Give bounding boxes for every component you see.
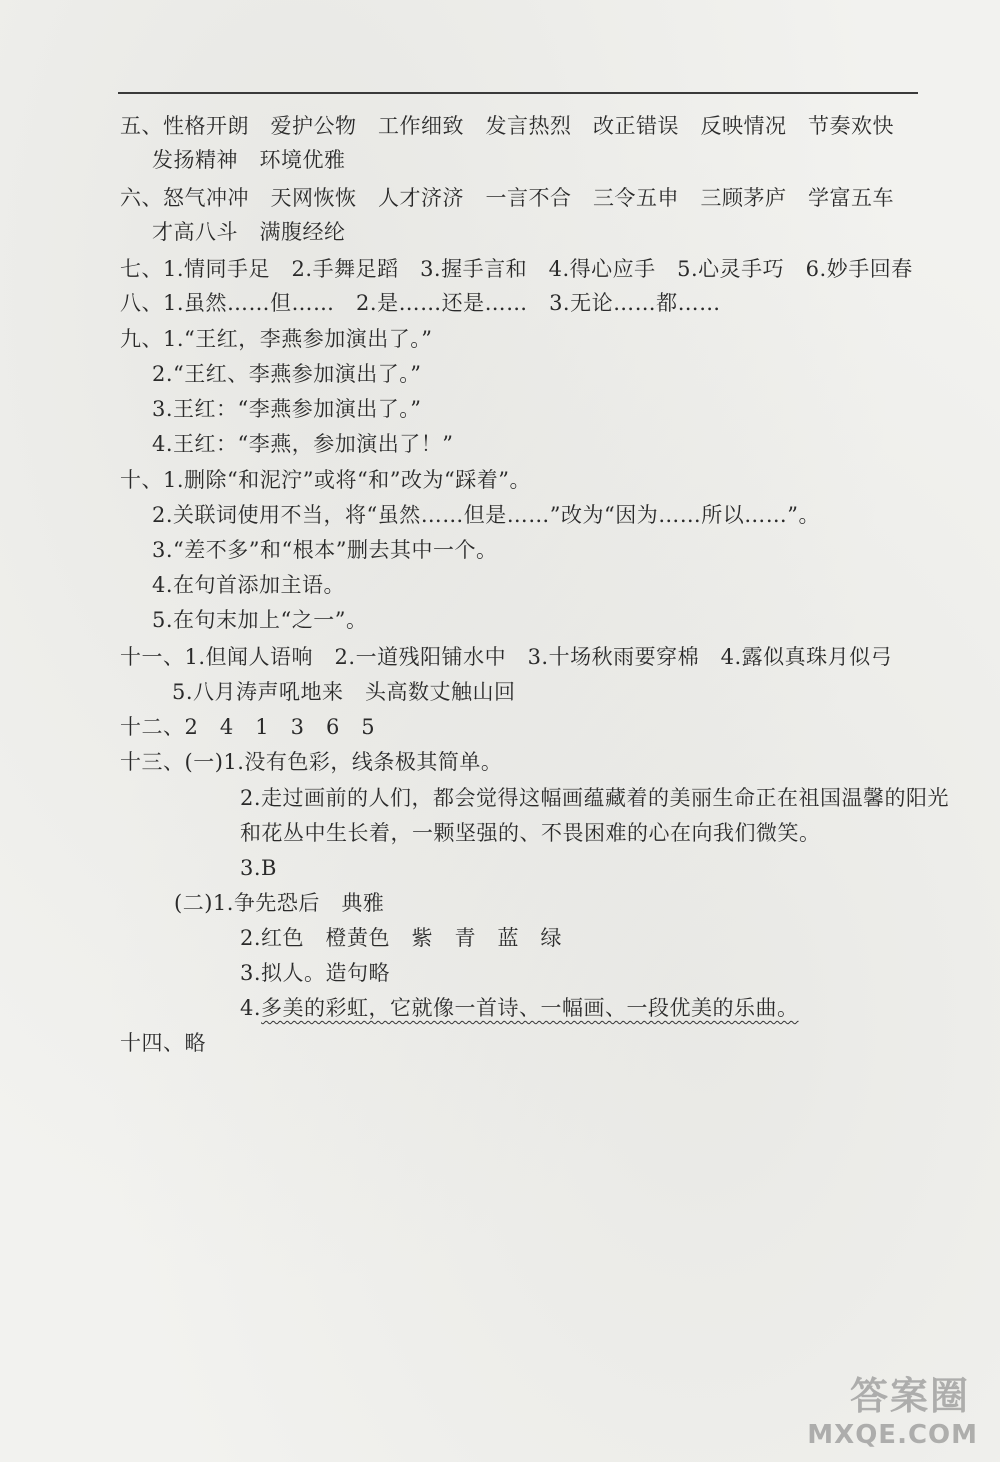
- header-rule: [118, 92, 918, 94]
- watermark-logo-text: 答案圈: [849, 1374, 970, 1418]
- answer-line-5: 五、性格开朗 爱护公物 工作细致 发言热烈 改正错误 反映情况 节奏欢快: [120, 114, 894, 138]
- wavy-underlined-sentence: 多美的彩虹，它就像一首诗、一幅画、一段优美的乐曲。: [261, 996, 799, 1020]
- answer-line-12: 十二、2 4 1 3 6 5: [120, 715, 376, 739]
- answer-line-9-1: 九、1.“王红，李燕参加演出了。”: [120, 327, 433, 351]
- answer-line-6-cont: 才高八斗 满腹经纶: [152, 220, 346, 244]
- answer-line-7: 七、1.情同手足 2.手舞足蹈 3.握手言和 4.得心应手 5.心灵手巧 6.妙手回春: [120, 257, 913, 281]
- answer-line-6: 六、怒气冲冲 天网恢恢 人才济济 一言不合 三令五申 三顾茅庐 学富五车: [120, 186, 894, 210]
- answer-line-10-3: 3.“差不多”和“根本”删去其中一个。: [152, 538, 498, 562]
- watermark-url: MXQE.COM: [807, 1420, 978, 1450]
- answer-line-13b-4: [240, 995, 799, 1021]
- answer-line-9-3: 3.王红：“李燕参加演出了。”: [152, 397, 422, 421]
- answer-line-13b-2: 2.红色 橙黄色 紫 青 蓝 绿: [240, 926, 563, 950]
- answer-line-10-4: 4.在句首添加主语。: [152, 573, 346, 597]
- answer-line-13-3: 3.B: [240, 856, 277, 880]
- answer-line-13-1: 十三、(一)1.没有色彩，线条极其简单。: [120, 750, 503, 774]
- answer-line-5-cont: 发扬精神 环境优雅: [152, 148, 346, 172]
- answer-line-9-2: 2.“王红、李燕参加演出了。”: [152, 362, 422, 386]
- answer-line-13-2: 2.走过画前的人们，都会觉得这幅画蕴藏着的美丽生命正在祖国温馨的阳光: [240, 786, 950, 810]
- answer-line-10-1: 十、1.删除“和泥泞”或将“和”改为“踩着”。: [120, 468, 531, 492]
- answer-line-13b-3: 3.拟人。造句略: [240, 961, 391, 985]
- answer-line-14: 十四、略: [120, 1031, 206, 1055]
- answer-line-11: 十一、1.但闻人语响 2.一道残阳铺水中 3.十场秋雨要穿棉 4.露似真珠月似弓: [120, 645, 893, 669]
- answer-line-9-4: 4.王红：“李燕，参加演出了！”: [152, 432, 454, 456]
- answer-line-13b-4-number: 4.: [240, 996, 262, 1020]
- answer-line-8: 八、1.虽然……但…… 2.是……还是…… 3.无论……都……: [120, 291, 721, 315]
- answer-line-10-2: 2.关联词使用不当，将“虽然……但是……”改为“因为……所以……”。: [152, 503, 820, 527]
- answer-line-10-5: 5.在句末加上“之一”。: [152, 608, 368, 632]
- answer-line-13b-1: (二)1.争先恐后 典雅: [174, 891, 385, 915]
- answer-line-11-cont: 5.八月涛声吼地来 头高数丈触山回: [172, 680, 516, 704]
- answer-line-13-2-cont: 和花丛中生长着，一颗坚强的、不畏困难的心在向我们微笑。: [240, 821, 821, 845]
